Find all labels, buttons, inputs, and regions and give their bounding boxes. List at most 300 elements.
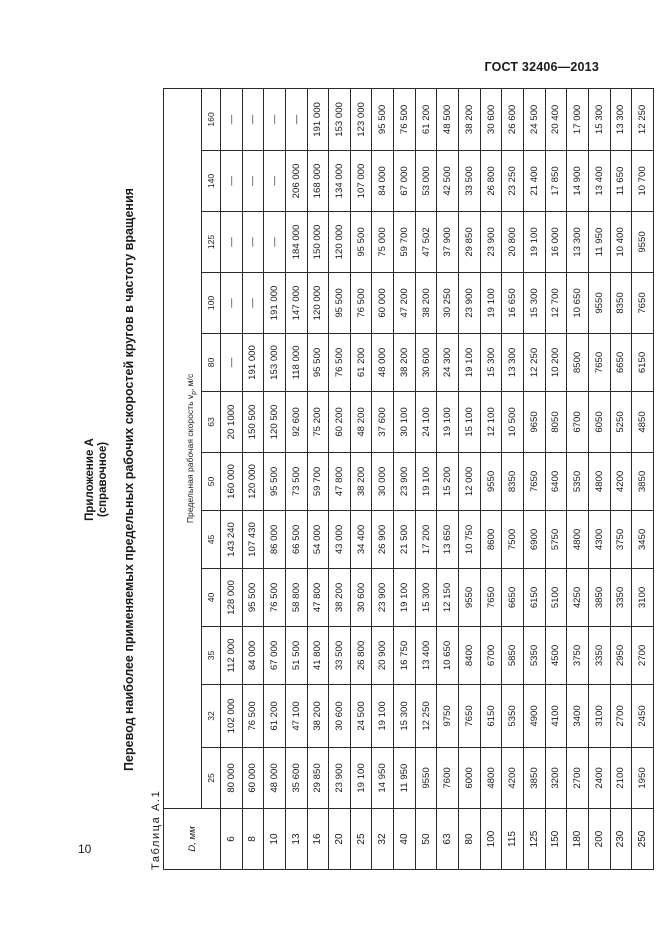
speed-cell: 15 300 — [415, 569, 437, 627]
table-row — [242, 88, 264, 869]
speed-cell: 14 900 — [567, 151, 589, 212]
speed-cell: 107 000 — [350, 151, 372, 212]
speed-cell: 4500 — [545, 627, 567, 685]
speed-cell: 12 250 — [415, 685, 437, 748]
speed-cell: 11 950 — [394, 748, 416, 809]
diameter-cell: 150 — [545, 809, 567, 870]
speed-cell: 23 900 — [459, 273, 481, 334]
speed-cell: 86 000 — [264, 511, 286, 569]
speed-table — [163, 88, 654, 870]
appendix-title: Приложение А — [84, 438, 96, 521]
speed-cell: 92 600 — [285, 392, 307, 453]
speed-cell: 47 800 — [329, 453, 351, 511]
speed-cell: 143 240 — [221, 511, 243, 569]
speed-cell: 3850 — [632, 453, 654, 511]
diameter-cell: 8 — [242, 809, 264, 870]
speed-cell: 112 000 — [221, 627, 243, 685]
speed-cell: 153 000 — [329, 88, 351, 150]
diameter-cell: 25 — [350, 809, 372, 870]
document-title: Перевод наиболее применяемых предельных рабочих скоростей кругов в частоту вращения — [122, 188, 136, 771]
speed-cell: 26 900 — [372, 511, 394, 569]
speed-cell: 19 100 — [415, 453, 437, 511]
diameter-cell: 13 — [285, 809, 307, 870]
diameter-cell: 32 — [372, 809, 394, 870]
speed-cell: 61 200 — [415, 88, 437, 150]
diameter-cell: 115 — [502, 809, 524, 870]
speed-cell: 60 000 — [242, 748, 264, 809]
speed-cell: 6700 — [480, 627, 502, 685]
speed-cell: 2400 — [588, 748, 610, 809]
speed-cell: 9550 — [632, 212, 654, 273]
speed-cell: 6050 — [588, 392, 610, 453]
speed-cell: 12 700 — [545, 273, 567, 334]
speed-cell: 20 900 — [372, 627, 394, 685]
speed-cell: 12 250 — [523, 334, 545, 392]
speed-cell: 76 500 — [242, 685, 264, 748]
speed-cell: 12 150 — [437, 569, 459, 627]
speed-cell: 15 200 — [437, 453, 459, 511]
speed-cell: 15 300 — [588, 88, 610, 150]
diameter-cell: 16 — [307, 809, 329, 870]
rotated-content — [84, 89, 648, 870]
speed-cell: 33 500 — [459, 151, 481, 212]
speed-cell: 3850 — [588, 569, 610, 627]
speed-cell: 7650 — [480, 569, 502, 627]
table-row — [221, 88, 243, 869]
speed-cell: 120 000 — [329, 212, 351, 273]
table-row — [480, 88, 502, 869]
speed-cell: 168 000 — [307, 151, 329, 212]
table-body — [221, 88, 654, 869]
speed-cell: 29 850 — [307, 748, 329, 809]
diameter-cell: 180 — [567, 809, 589, 870]
diameter-cell: 80 — [459, 809, 481, 870]
speed-cell: 19 100 — [523, 212, 545, 273]
speed-cell: 47 502 — [415, 212, 437, 273]
table-row — [588, 88, 610, 869]
speed-cell: 2700 — [610, 685, 632, 748]
diameter-cell: 63 — [437, 809, 459, 870]
speed-cell: 23 900 — [372, 569, 394, 627]
speed-cell: 20 1000 — [221, 392, 243, 453]
speed-cell: 191 000 — [242, 334, 264, 392]
speed-cell: 95 500 — [307, 334, 329, 392]
speed-cell: 19 100 — [372, 685, 394, 748]
speed-cell: 102 000 — [221, 685, 243, 748]
speed-cell: 61 200 — [350, 334, 372, 392]
speed-cell: 66 500 — [285, 511, 307, 569]
speed-cell: 73 500 — [285, 453, 307, 511]
speed-cell: 23 250 — [502, 151, 524, 212]
speed-cell: 3350 — [588, 627, 610, 685]
speed-cell: — — [285, 88, 307, 150]
table-row — [523, 88, 545, 869]
speed-cell: 35 600 — [285, 748, 307, 809]
speed-cell: 19 100 — [437, 392, 459, 453]
column-header-50: 50 — [202, 453, 221, 511]
speed-cell: 9550 — [459, 569, 481, 627]
speed-cell: — — [264, 212, 286, 273]
column-header-63: 63 — [202, 392, 221, 453]
speed-cell: 2700 — [567, 748, 589, 809]
diameter-cell: 200 — [588, 809, 610, 870]
speed-cell: 30 600 — [480, 88, 502, 150]
speed-cell: 15 100 — [459, 392, 481, 453]
speed-cell: 14 950 — [372, 748, 394, 809]
speed-cell: 76 500 — [394, 88, 416, 150]
speed-cell: 15 300 — [523, 273, 545, 334]
speed-cell: 3100 — [588, 685, 610, 748]
speed-cell: 11 650 — [610, 151, 632, 212]
speed-cell: 120 000 — [307, 273, 329, 334]
speed-cell: 84 000 — [372, 151, 394, 212]
speed-cell: 5350 — [502, 685, 524, 748]
speed-cell: 3100 — [632, 569, 654, 627]
table-row — [415, 88, 437, 869]
speed-cell: 20 400 — [545, 88, 567, 150]
table-row — [307, 88, 329, 869]
speed-cell: 9550 — [415, 748, 437, 809]
speed-cell: 13 300 — [567, 212, 589, 273]
speed-cell: 95 500 — [264, 453, 286, 511]
speed-cell: 95 500 — [350, 212, 372, 273]
column-group-header — [164, 88, 202, 808]
column-header-45: 45 — [202, 511, 221, 569]
diameter-cell: 50 — [415, 809, 437, 870]
speed-cell: 150 000 — [307, 212, 329, 273]
speed-cell: — — [221, 151, 243, 212]
speed-cell: 5100 — [545, 569, 567, 627]
table-caption: Таблица А.1 — [150, 789, 162, 870]
table-row — [394, 88, 416, 869]
diameter-cell: 10 — [264, 809, 286, 870]
speed-cell: 17 000 — [567, 88, 589, 150]
speed-cell: 1950 — [632, 748, 654, 809]
speed-cell: 8400 — [459, 627, 481, 685]
speed-cell: 59 700 — [394, 212, 416, 273]
speed-cell: 11 950 — [588, 212, 610, 273]
speed-cell: 9550 — [480, 453, 502, 511]
speed-cell: 67 000 — [394, 151, 416, 212]
speed-cell: 120 000 — [242, 453, 264, 511]
speed-cell: 15 300 — [394, 685, 416, 748]
speed-cell: 61 200 — [264, 685, 286, 748]
speed-cell: 19 100 — [480, 273, 502, 334]
speed-cell: 30 100 — [394, 392, 416, 453]
speed-cell: 38 200 — [307, 685, 329, 748]
speed-cell: 7650 — [632, 273, 654, 334]
speed-cell: 75 200 — [307, 392, 329, 453]
speed-cell: 26 800 — [480, 151, 502, 212]
speed-cell: 6650 — [610, 334, 632, 392]
speed-cell: 38 200 — [329, 569, 351, 627]
table-row — [502, 88, 524, 869]
speed-cell: 54 000 — [307, 511, 329, 569]
speed-cell: 128 000 — [221, 569, 243, 627]
column-header-80: 80 — [202, 334, 221, 392]
speed-cell: 6700 — [567, 392, 589, 453]
speed-cell: 4200 — [502, 748, 524, 809]
speed-cell: 4300 — [588, 511, 610, 569]
diameter-cell: 250 — [632, 809, 654, 870]
speed-cell: 3400 — [567, 685, 589, 748]
table-row — [350, 88, 372, 869]
speed-cell: 153 000 — [264, 334, 286, 392]
speed-cell: 30 000 — [372, 453, 394, 511]
speed-cell: 13 400 — [588, 151, 610, 212]
speed-cell: 16 000 — [545, 212, 567, 273]
diameter-cell: 20 — [329, 809, 351, 870]
speed-cell: 12 100 — [480, 392, 502, 453]
table-row — [567, 88, 589, 869]
speed-cell: 6150 — [523, 569, 545, 627]
table-row — [437, 88, 459, 869]
column-header-100: 100 — [202, 273, 221, 334]
speed-cell: 26 600 — [502, 88, 524, 150]
speed-cell: — — [242, 273, 264, 334]
speed-cell: 19 100 — [459, 334, 481, 392]
speed-cell: 37 600 — [372, 392, 394, 453]
speed-cell: 12 250 — [632, 88, 654, 150]
speed-cell: 95 500 — [242, 569, 264, 627]
speed-cell: 10 650 — [567, 273, 589, 334]
speed-cell: 23 900 — [394, 453, 416, 511]
speed-cell: 9550 — [588, 273, 610, 334]
speed-cell: 5750 — [545, 511, 567, 569]
speed-cell: 134 000 — [329, 151, 351, 212]
speed-cell: 67 000 — [264, 627, 286, 685]
table-row — [459, 88, 481, 869]
speed-cell: 10 650 — [437, 627, 459, 685]
speed-cell: 95 500 — [329, 273, 351, 334]
speed-cell: 16 750 — [394, 627, 416, 685]
column-group-label: Предельная рабочая скорость v — [185, 394, 196, 524]
speed-cell: 8500 — [567, 334, 589, 392]
speed-cell: 16 650 — [502, 273, 524, 334]
speed-cell: 38 200 — [415, 273, 437, 334]
table-row — [545, 88, 567, 869]
speed-cell: 60 000 — [372, 273, 394, 334]
speed-cell: 6150 — [480, 685, 502, 748]
speed-cell: 48 200 — [350, 392, 372, 453]
table-row — [285, 88, 307, 869]
speed-cell: 26 800 — [350, 627, 372, 685]
speed-cell: 24 300 — [437, 334, 459, 392]
speed-cell: — — [221, 212, 243, 273]
speed-cell: 13 400 — [415, 627, 437, 685]
speed-cell: 30 600 — [415, 334, 437, 392]
speed-cell: 206 000 — [285, 151, 307, 212]
speed-cell: 8600 — [480, 511, 502, 569]
speed-cell: 38 200 — [350, 453, 372, 511]
speed-cell: 13 300 — [502, 334, 524, 392]
speed-cell: 7650 — [523, 453, 545, 511]
speed-cell: 160 000 — [221, 453, 243, 511]
speed-cell: 4100 — [545, 685, 567, 748]
diameter-cell: 40 — [394, 809, 416, 870]
speed-cell: — — [221, 334, 243, 392]
speed-cell: 5350 — [523, 627, 545, 685]
speed-cell: 10 200 — [545, 334, 567, 392]
speed-cell: 38 200 — [394, 334, 416, 392]
speed-cell: 17 200 — [415, 511, 437, 569]
speed-cell: 5350 — [567, 453, 589, 511]
table-row — [329, 88, 351, 869]
speed-cell: 9650 — [523, 392, 545, 453]
column-header-140: 140 — [202, 151, 221, 212]
speed-cell: 6900 — [523, 511, 545, 569]
speed-cell: 33 500 — [329, 627, 351, 685]
column-header-25: 25 — [202, 748, 221, 809]
speed-cell: 4800 — [588, 453, 610, 511]
speed-cell: — — [264, 88, 286, 150]
speed-cell: 3750 — [567, 627, 589, 685]
speed-cell: 6650 — [502, 569, 524, 627]
speed-cell: 13 300 — [610, 88, 632, 150]
speed-cell: 147 000 — [285, 273, 307, 334]
speed-cell: 30 600 — [329, 685, 351, 748]
speed-cell: 9750 — [437, 685, 459, 748]
speed-cell: 6000 — [459, 748, 481, 809]
speed-cell: 75 000 — [372, 212, 394, 273]
diameter-cell: 125 — [523, 809, 545, 870]
speed-cell: 120 500 — [264, 392, 286, 453]
speed-cell: 4800 — [480, 748, 502, 809]
speed-cell: 76 500 — [350, 273, 372, 334]
speed-cell: 3200 — [545, 748, 567, 809]
column-header-32: 32 — [202, 685, 221, 748]
speed-cell: 21 400 — [523, 151, 545, 212]
speed-cell: 41 800 — [307, 627, 329, 685]
page-number: 10 — [78, 842, 92, 856]
speed-cell: 76 500 — [264, 569, 286, 627]
speed-cell: 53 000 — [415, 151, 437, 212]
speed-cell: 2450 — [632, 685, 654, 748]
speed-cell: 6400 — [545, 453, 567, 511]
column-header-40: 40 — [202, 569, 221, 627]
speed-cell: 4200 — [610, 453, 632, 511]
table-row — [264, 88, 286, 869]
column-group-subscript: р — [191, 391, 198, 395]
speed-cell: 2100 — [610, 748, 632, 809]
speed-cell: 23 900 — [329, 748, 351, 809]
speed-cell: 3450 — [632, 511, 654, 569]
speed-cell: 43 000 — [329, 511, 351, 569]
speed-cell: 123 000 — [350, 88, 372, 150]
speed-cell: 37 900 — [437, 212, 459, 273]
speed-cell: 47 200 — [394, 273, 416, 334]
table-row — [372, 88, 394, 869]
speed-cell: 3850 — [523, 748, 545, 809]
speed-cell: 150 500 — [242, 392, 264, 453]
diameter-cell: 6 — [221, 809, 243, 870]
speed-cell: 59 700 — [307, 453, 329, 511]
column-header-125: 125 — [202, 212, 221, 273]
table-row — [632, 88, 654, 869]
speed-cell: 2950 — [610, 627, 632, 685]
speed-cell: 8350 — [610, 273, 632, 334]
speed-cell: — — [242, 88, 264, 150]
speed-cell: 30 600 — [350, 569, 372, 627]
speed-cell: 184 000 — [285, 212, 307, 273]
diameter-cell: 230 — [610, 809, 632, 870]
speed-cell: 30 250 — [437, 273, 459, 334]
speed-cell: 24 500 — [350, 685, 372, 748]
speed-cell: 20 800 — [502, 212, 524, 273]
speed-cell: 58 800 — [285, 569, 307, 627]
column-header-160: 160 — [202, 88, 221, 150]
speed-cell: 29 850 — [459, 212, 481, 273]
document-header: ГОСТ 32406—2013 — [484, 60, 599, 74]
speed-cell: 42 500 — [437, 151, 459, 212]
speed-cell: 118 000 — [285, 334, 307, 392]
speed-cell: 12 000 — [459, 453, 481, 511]
speed-cell: — — [264, 151, 286, 212]
speed-cell: 10 750 — [459, 511, 481, 569]
column-group-unit: , м/с — [185, 373, 196, 392]
speed-cell: 60 200 — [329, 392, 351, 453]
speed-cell: 13 650 — [437, 511, 459, 569]
speed-cell: 10 700 — [632, 151, 654, 212]
speed-cell: 10 500 — [502, 392, 524, 453]
speed-cell: 7650 — [459, 685, 481, 748]
speed-cell: 4900 — [523, 685, 545, 748]
speed-cell: 17 850 — [545, 151, 567, 212]
speed-cell: 2700 — [632, 627, 654, 685]
speed-cell: 48 000 — [372, 334, 394, 392]
speed-cell: — — [242, 151, 264, 212]
table-header-values-row — [202, 88, 221, 869]
column-header-35: 35 — [202, 627, 221, 685]
speed-cell: 51 500 — [285, 627, 307, 685]
speed-cell: 8350 — [502, 453, 524, 511]
speed-cell: 6150 — [632, 334, 654, 392]
speed-cell: 23 900 — [480, 212, 502, 273]
speed-cell: 19 100 — [394, 569, 416, 627]
speed-cell: — — [221, 273, 243, 334]
speed-cell: 3750 — [610, 511, 632, 569]
speed-cell: 10 400 — [610, 212, 632, 273]
speed-cell: 47 800 — [307, 569, 329, 627]
speed-cell: 5250 — [610, 392, 632, 453]
speed-cell: 76 500 — [329, 334, 351, 392]
speed-cell: 4250 — [567, 569, 589, 627]
speed-cell: 15 300 — [480, 334, 502, 392]
row-header-diameter: D, мм — [164, 809, 221, 870]
speed-cell: 38 200 — [459, 88, 481, 150]
speed-cell: 80 000 — [221, 748, 243, 809]
table-header-group-row — [164, 88, 202, 869]
diameter-cell: 100 — [480, 809, 502, 870]
speed-cell: 4850 — [632, 392, 654, 453]
appendix-subtitle: (справочное) — [97, 441, 109, 518]
speed-cell: 47 100 — [285, 685, 307, 748]
speed-cell: 7650 — [588, 334, 610, 392]
table-row — [610, 88, 632, 869]
speed-cell: 24 500 — [523, 88, 545, 150]
speed-cell: 19 100 — [350, 748, 372, 809]
speed-cell: 48 500 — [437, 88, 459, 150]
speed-cell: 95 500 — [372, 88, 394, 150]
speed-cell: — — [242, 212, 264, 273]
speed-cell: 107 430 — [242, 511, 264, 569]
speed-cell: 21 500 — [394, 511, 416, 569]
speed-cell: 191 000 — [307, 88, 329, 150]
speed-cell: — — [221, 88, 243, 150]
speed-cell: 34 400 — [350, 511, 372, 569]
speed-cell: 48 000 — [264, 748, 286, 809]
speed-cell: 84 000 — [242, 627, 264, 685]
